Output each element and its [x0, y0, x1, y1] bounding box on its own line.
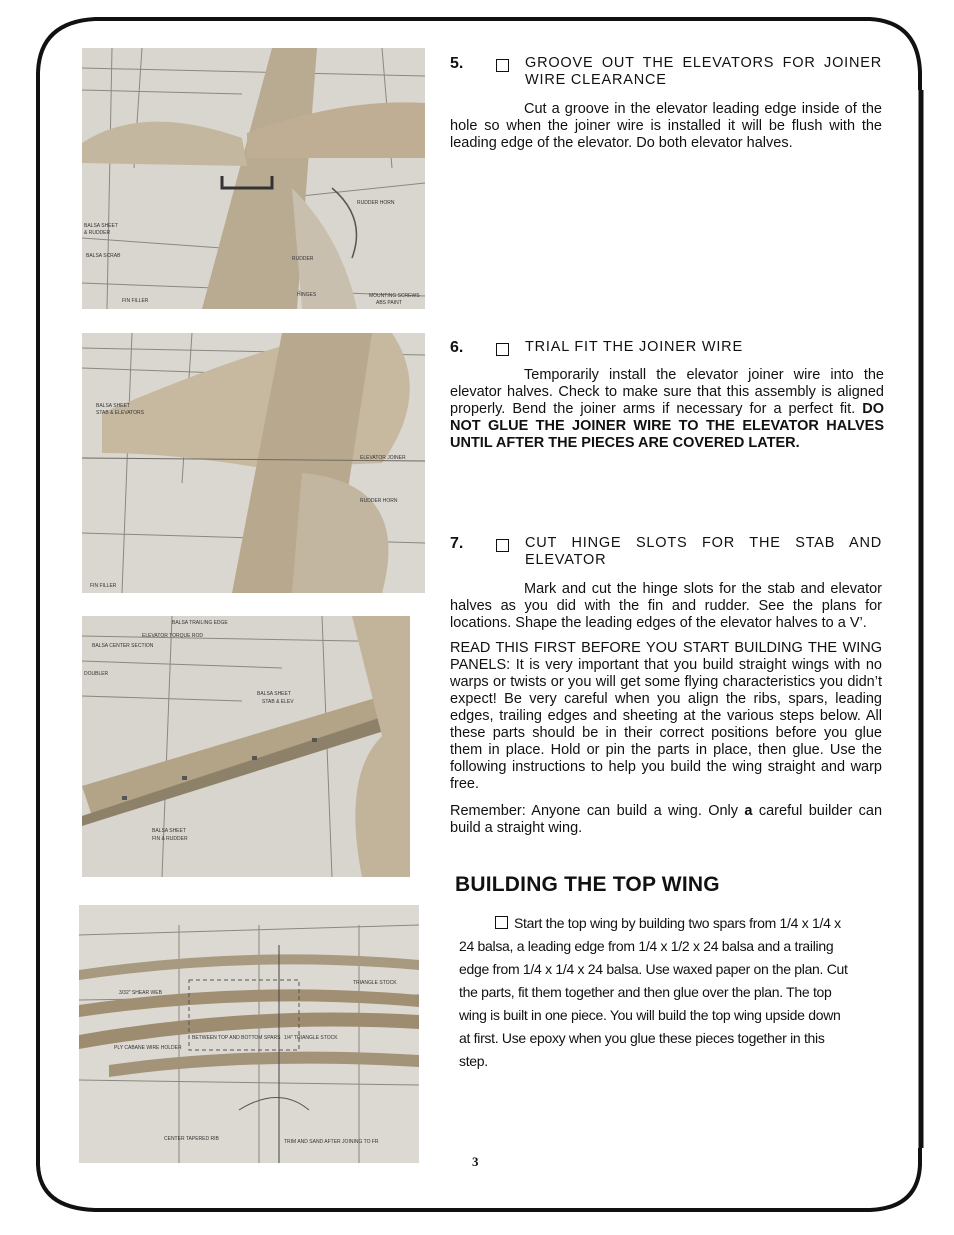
step-body: Cut a groove in the elevator leading edge inside of the hole so when the joiner wire is installed it will be flush with the leading edge of the elevator. Do both elevator halves.: [450, 101, 882, 151]
photo4-label: PLY CABANE WIRE HOLDER: [114, 1045, 182, 1051]
checkbox[interactable]: [496, 59, 509, 72]
top-wing-paragraph: Start the top wing by building two spars from 1/4 x 1/4 x 24 balsa, a leading edge from 1/4 x 1/2 x 24 balsa and a trailing edge from 1/4 x 1/4 x 24 balsa. Use waxed paper on the plan. Cut the parts, fit them together and then glue over the plan. The top wing is built in one piece. You will build the top wing upside down at first. Use epoxy when you glue these pieces together in this step.: [459, 915, 848, 1069]
photo1-label: ABS PAINT: [376, 300, 402, 306]
photo3-label: BALSA TRAILING EDGE: [172, 620, 228, 626]
photo1-label: RUDDER: [292, 256, 314, 262]
photo4-label: BETWEEN TOP AND BOTTOM SPARS: [192, 1035, 281, 1041]
step-body: Mark and cut the hinge slots for the stab and elevator halves as you did with the fin and rudder. See the plans for locations. Shape the leading edges of the elevator halves to a V’.: [450, 581, 882, 631]
photo1-label: FIN FILLER: [122, 298, 149, 304]
photo2-label: BALSA SHEET: [96, 403, 130, 409]
photo1-label: MOUNTING SCREWS: [369, 293, 420, 299]
photo3-label: DOUBLER: [84, 671, 109, 677]
page-number: 3: [472, 1154, 479, 1169]
photo1-label: BALSA SCRAB: [86, 253, 121, 259]
step-7: [450, 535, 882, 837]
read-first-paragraph: READ THIS FIRST BEFORE YOU START BUILDING THE WING PANELS: It is very important that you build straight wings with no warps or twists or you will get some flying characteristics you didn’t expect! Be very careful when you align the ribs, spars, leading edges, trailing edges and sheeting at the various steps below. All these parts should be in their correct positions before you glue them in place. Hold or pin the parts in place, then glue. Use the following instructions to help you build the wing straight and warp free.: [450, 640, 882, 792]
photo1-label: HINGES: [297, 292, 317, 298]
step-number: 7.: [450, 535, 464, 552]
step-number: 5.: [450, 55, 464, 72]
photo3-label: BALSA SHEET: [257, 691, 291, 697]
photo-hinge-slots: [82, 616, 410, 877]
step-warning: DO NOT GLUE THE JOINER WIRE TO THE ELEVATOR HALVES UNTIL AFTER THE PIECES ARE COVERED LATER.: [450, 401, 884, 451]
photo1-label: & RUDDER: [84, 230, 111, 236]
step-title: CUT HINGE SLOTS FOR THE STAB AND ELEVATOR: [525, 535, 882, 568]
photo3-label: ELEVATOR TORQUE ROD: [142, 633, 203, 639]
photo4-label: TRIANGLE STOCK: [353, 980, 397, 986]
photo4-label: 3/32" SHEAR WEB: [119, 990, 162, 996]
step-6: [450, 339, 884, 452]
photo2-label: STAB & ELEVATORS: [96, 410, 144, 416]
section-title: BUILDING THE TOP WING: [455, 873, 720, 896]
photo1-label: BALSA SHEET: [84, 223, 118, 229]
checkbox[interactable]: [496, 539, 509, 552]
photo-elevator-groove: [82, 48, 425, 309]
step-5: [450, 55, 882, 152]
step-title: TRIAL FIT THE JOINER WIRE: [525, 339, 743, 355]
step-number: 6.: [450, 339, 464, 356]
photo4-label: CENTER TAPERED RIB: [164, 1136, 219, 1142]
photo2-label: RUDDER HORN: [360, 498, 398, 504]
photo3-label: FIN & RUDDER: [152, 836, 188, 842]
photo3-label: BALSA SHEET: [152, 828, 186, 834]
checkbox[interactable]: [496, 343, 509, 356]
photo2-label: ELEVATOR JOINER: [360, 455, 406, 461]
photo2-label: FIN FILLER: [90, 583, 117, 589]
photo-top-wing-spars: [79, 905, 419, 1163]
photo3-label: STAB & ELEV: [262, 699, 294, 705]
step-body: Temporarily install the elevator joiner wire into the elevator halves. Check to make sure that this assembly is aligned properly. Bend the joiner arms if necessary for a perfect fit. DO NOT GLUE THE JOINER WIRE TO THE ELEVATOR HALVES UNTIL AFTER THE PIECES ARE COVERED LATER.: [450, 367, 884, 451]
step-title: GROOVE OUT THE ELEVATORS FOR JOINER WIRE CLEARANCE: [525, 55, 882, 88]
photo3-label: BALSA CENTER SECTION: [92, 643, 154, 649]
photo-joiner-wire: [82, 333, 425, 593]
checkbox[interactable]: [495, 916, 508, 929]
photo4-label: TRIM AND SAND AFTER JOINING TO FR: [284, 1139, 379, 1145]
photo4-label: 1/4" TRIANGLE STOCK: [284, 1035, 338, 1041]
photo1-label: RUDDER HORN: [357, 200, 395, 206]
remember-paragraph: Remember: Anyone can build a wing. Only a careful builder can build a straight wing.: [450, 803, 883, 836]
